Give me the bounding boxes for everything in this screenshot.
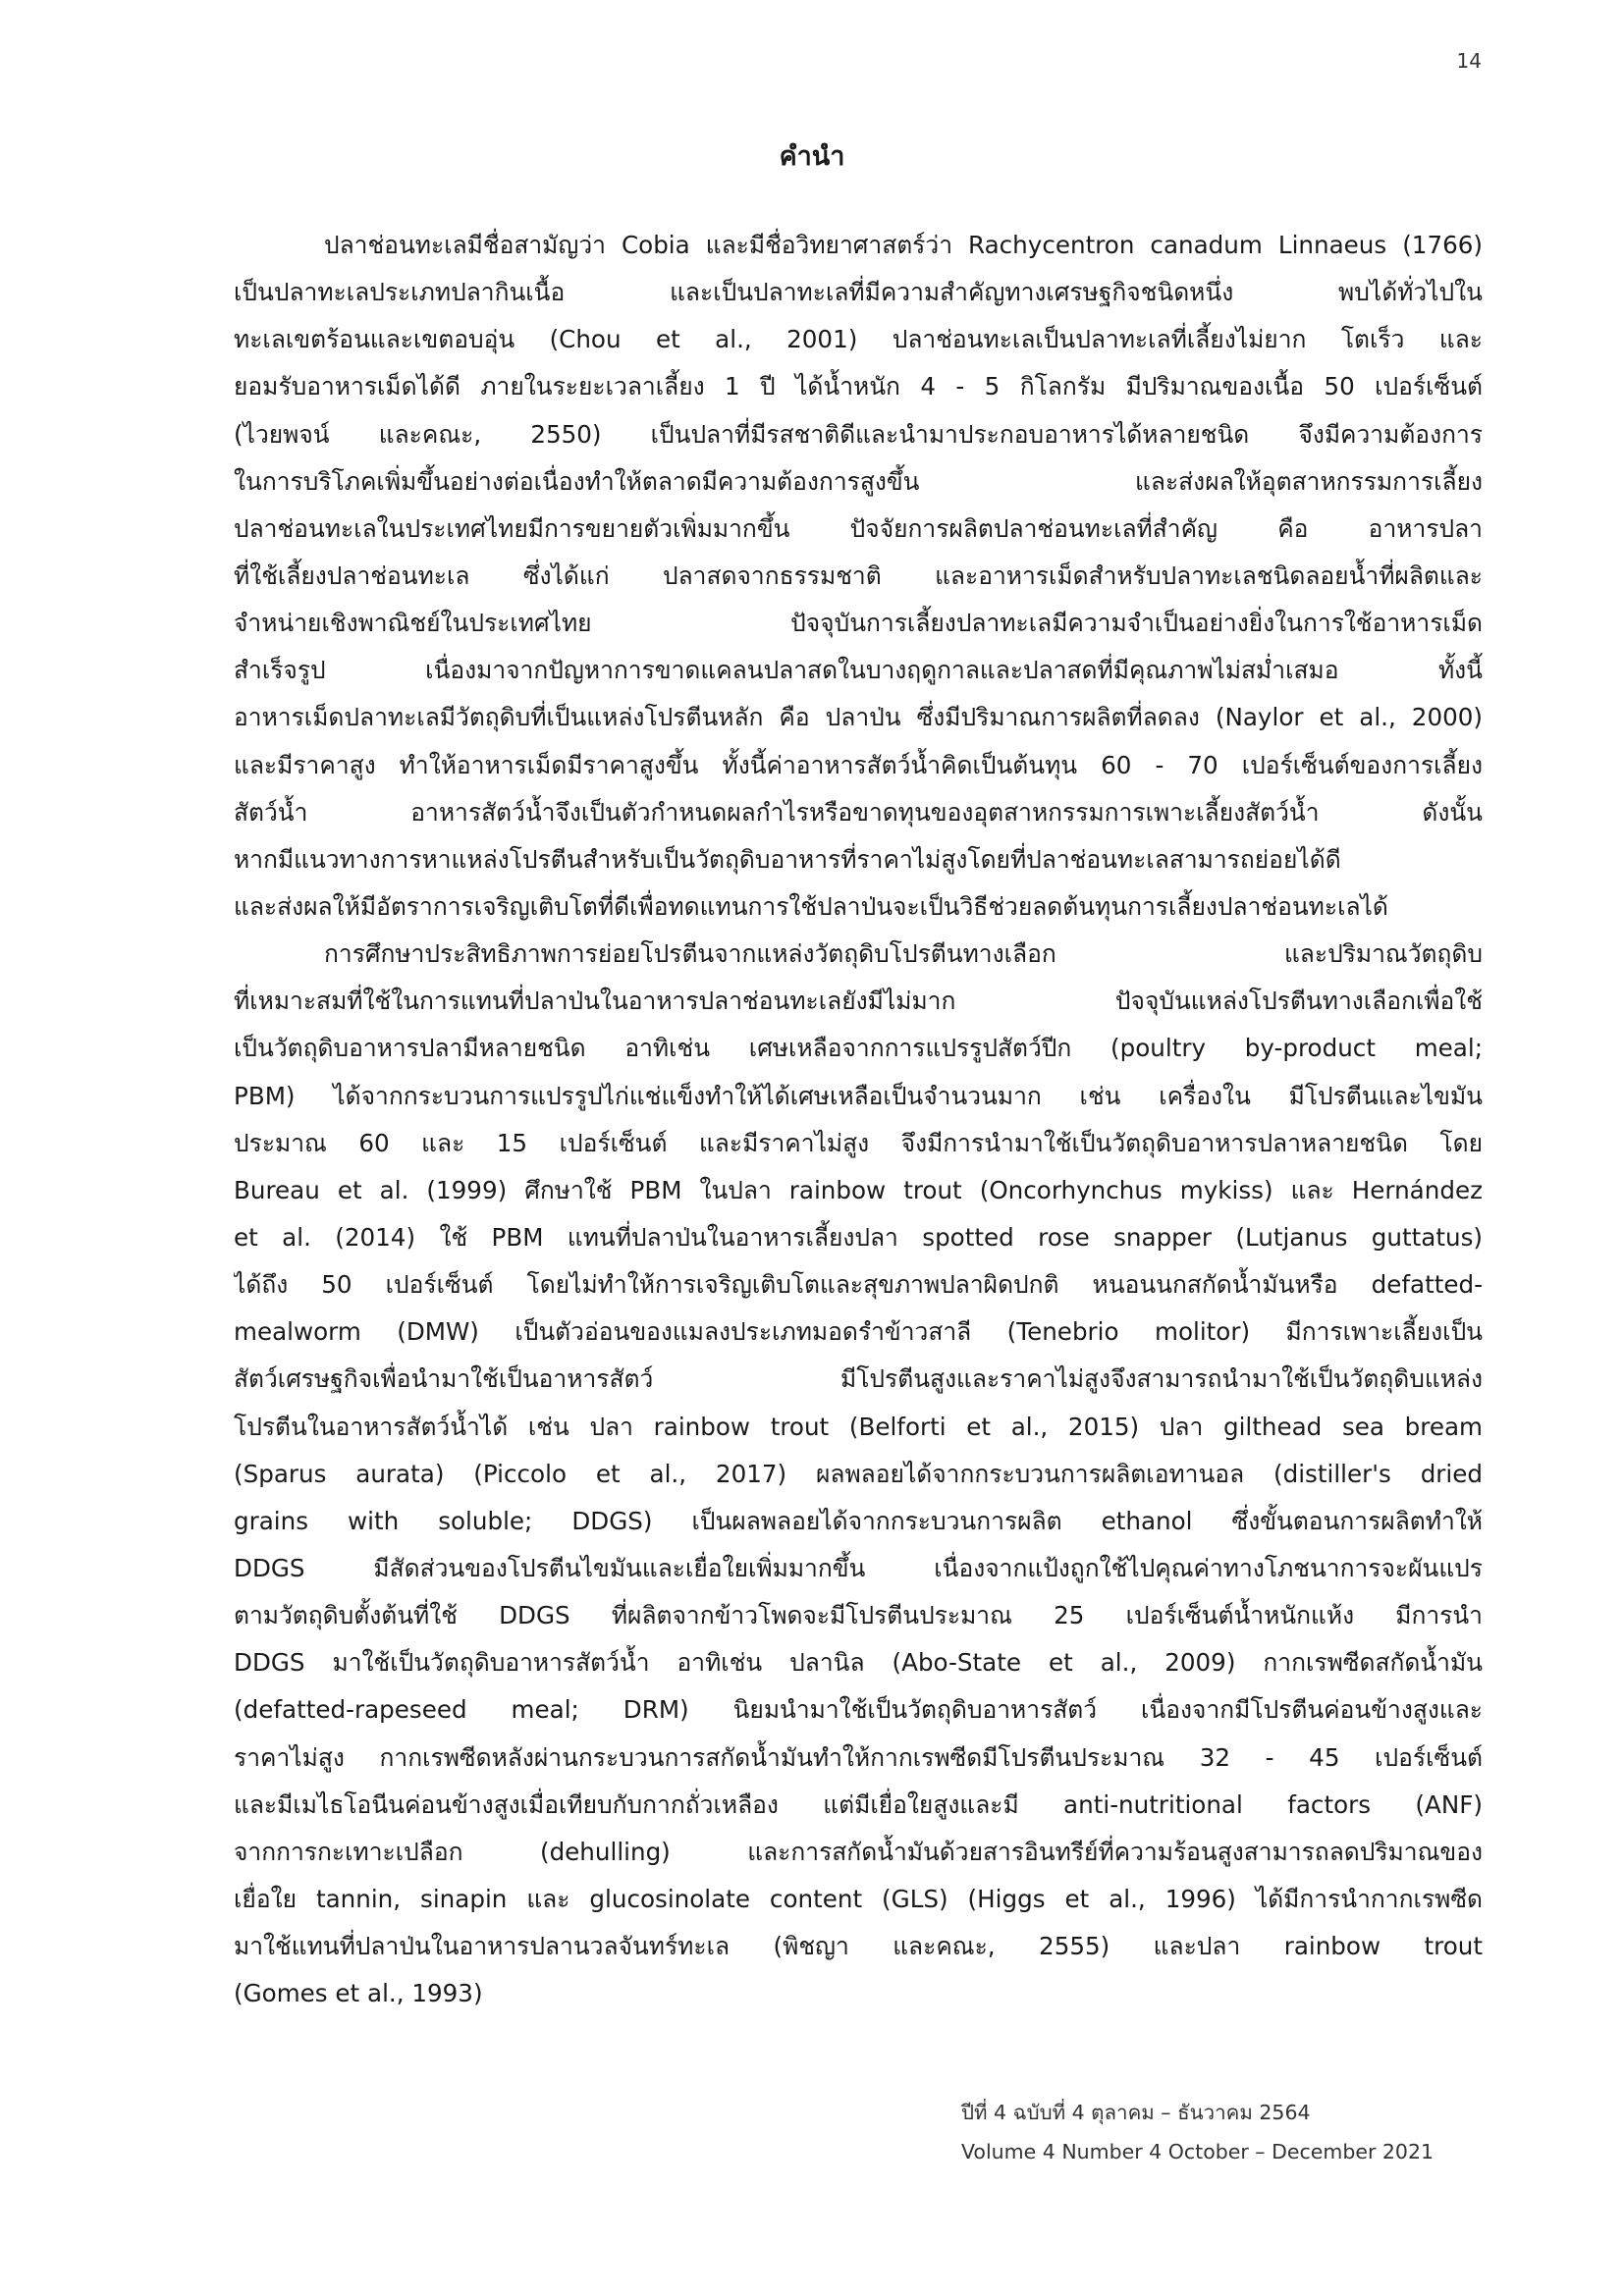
text-line: สัตว์น้ำ อาหารสัตว์น้ำจึงเป็นตัวกำหนดผลกำไรหรือขาดทุนของอุตสาหกรรมการเพาะเลี้ยงสัตว์น้ำ ดังนั้น bbox=[234, 797, 1483, 827]
text-line: Bureau et al. (1999) ศึกษาใช้ PBM ในปลา rainbow trout (Oncorhynchus mykiss) และ Hernández bbox=[234, 1175, 1483, 1204]
footer-issue-thai: ปีที่ 4 ฉบับที่ 4 ตุลาคม – ธันวาคม 2564 bbox=[961, 2101, 1311, 2124]
text-line: การศึกษาประสิทธิภาพการย่อยโปรตีนจากแหล่งวัตถุดิบโปรตีนทางเลือก และปริมาณวัตถุดิบ bbox=[324, 939, 1483, 969]
text-line: et al. (2014) ใช้ PBM แทนที่ปลาป่นในอาหารเลี้ยงปลา spotted rose snapper (Lutjanus guttatus) bbox=[234, 1222, 1483, 1252]
text-line: ในการบริโภคเพิ่มขึ้นอย่างต่อเนื่องทำให้ตลาดมีความต้องการสูงขึ้น และส่งผลให้อุตสาหกรรมการเลี้ยง bbox=[234, 466, 1483, 496]
text-line: สำเร็จรูป เนื่องมาจากปัญหาการขาดแคลนปลาสดในบางฤดูกาลและปลาสดที่มีคุณภาพไม่สม่ำเสมอ ทั้งนี้ bbox=[234, 656, 1483, 685]
text-line: และมีราคาสูง ทำให้อาหารเม็ดมีราคาสูงขึ้น ทั้งนี้ค่าอาหารสัตว์น้ำคิดเป็นต้นทุน 60 - 70 เปอร์เซ็นต์ของการเลี้ยง bbox=[234, 750, 1483, 779]
text-line: DDGS มีสัดส่วนของโปรตีนไขมันและเยื่อใยเพิ่มมากขึ้น เนื่องจากแป้งถูกใช้ไปคุณค่าทางโภชนาการจะผันแปร bbox=[234, 1553, 1483, 1582]
text-line: mealworm (DMW) เป็นตัวอ่อนของแมลงประเภทมอดรำข้าวสาลี (Tenebrio molitor) มีการเพาะเลี้ยงเป็น bbox=[234, 1317, 1483, 1347]
text-line: (defatted-rapeseed meal; DRM) นิยมนำมาใช้เป็นวัตถุดิบอาหารสัตว์ เนื่องจากมีโปรตีนค่อนข้างสูงและ bbox=[234, 1695, 1483, 1725]
journal-footer bbox=[961, 2093, 1434, 2171]
text-line: ประมาณ 60 และ 15 เปอร์เซ็นต์ และมีราคาไม่สูง จึงมีการนำมาใช้เป็นวัตถุดิบอาหารปลาหลายชนิด โดย bbox=[234, 1128, 1483, 1157]
text-line: จำหน่ายเชิงพาณิชย์ในประเทศไทย ปัจจุบันการเลี้ยงปลาทะเลมีความจำเป็นอย่างยิ่งในการใช้อาหารเม็ด bbox=[234, 609, 1483, 638]
text-line: โปรตีนในอาหารสัตว์น้ำได้ เช่น ปลา rainbow trout (Belforti et al., 2015) ปลา gilthead sea bream bbox=[234, 1412, 1483, 1441]
text-line: (Sparus aurata) (Piccolo et al., 2017) ผลพลอยได้จากกระบวนการผลิตเอทานอล (distiller's dried bbox=[234, 1459, 1483, 1488]
text-line: หากมีแนวทางการหาแหล่งโปรตีนสำหรับเป็นวัตถุดิบอาหารที่ราคาไม่สูงโดยที่ปลาช่อนทะเลสามารถย่อยได้ดี bbox=[234, 844, 1341, 874]
text-line: ได้ถึง 50 เปอร์เซ็นต์ โดยไม่ทำให้การเจริญเติบโตและสุขภาพปลาผิดปกติ หนอนนกสกัดน้ำมันหรือ defatted- bbox=[234, 1270, 1483, 1300]
paragraph-2 bbox=[234, 931, 1483, 2017]
text-line: (ไวยพจน์ และคณะ, 2550) เป็นปลาที่มีรสชาติดีและนำมาประกอบอาหารได้หลายชนิด จึงมีความต้องการ bbox=[234, 419, 1483, 449]
text-line: ยอมรับอาหารเม็ดได้ดี ภายในระยะเวลาเลี้ยง 1 ปี ได้น้ำหนัก 4 - 5 กิโลกรัม มีปริมาณของเนื้อ 50 เปอร์เซ็นต์ bbox=[234, 372, 1483, 401]
text-line: เป็นปลาทะเลประเภทปลากินเนื้อ และเป็นปลาทะเลที่มีความสำคัญทางเศรษฐกิจชนิดหนึ่ง พบได้ทั่วไปใน bbox=[234, 278, 1483, 307]
text-line: มาใช้แทนที่ปลาป่นในอาหารปลานวลจันทร์ทะเล (พิชญา และคณะ, 2555) และปลา rainbow trout bbox=[234, 1932, 1483, 1961]
text-line: และส่งผลให้มีอัตราการเจริญเติบโตที่ดีเพื่อทดแทนการใช้ปลาป่นจะเป็นวิธีช่วยลดต้นทุนการเลี้ยงปลาช่อนทะเลได้ bbox=[234, 891, 1388, 921]
text-line: และมีเมไธโอนีนค่อนข้างสูงเมื่อเทียบกับกากถั่วเหลือง แต่มีเยื่อใยสูงและมี anti-nutritional factors (ANF) bbox=[234, 1789, 1483, 1819]
text-line: (Gomes et al., 1993) bbox=[234, 1979, 483, 2008]
text-line: ทะเลเขตร้อนและเขตอบอุ่น (Chou et al., 2001) ปลาช่อนทะเลเป็นปลาทะเลที่เลี้ยงไม่ยาก โตเร็ว และ bbox=[234, 325, 1483, 354]
text-line: เป็นวัตถุดิบอาหารปลามีหลายชนิด อาทิเช่น เศษเหลือจากการแปรรูปสัตว์ปีก (poultry by-product meal; bbox=[234, 1034, 1483, 1063]
body-text bbox=[234, 222, 1483, 2017]
text-line: เยื่อใย tannin, sinapin และ glucosinolate content (GLS) (Higgs et al., 1996) ได้มีการนำกากเรพซีด bbox=[234, 1884, 1483, 1913]
text-line: ที่ใช้เลี้ยงปลาช่อนทะเล ซึ่งได้แก่ ปลาสดจากธรรมชาติ และอาหารเม็ดสำหรับปลาทะเลชนิดลอยน้ำที่ผลิตและ bbox=[234, 561, 1483, 590]
text-line: ปลาช่อนทะเลมีชื่อสามัญว่า Cobia และมีชื่อวิทยาศาสตร์ว่า Rachycentron canadum Linnaeus (1766) bbox=[324, 231, 1483, 259]
text-line: ปลาช่อนทะเลในประเทศไทยมีการขยายตัวเพิ่มมากขึ้น ปัจจัยการผลิตปลาช่อนทะเลที่สำคัญ คือ อาหารปลา bbox=[234, 513, 1483, 543]
text-line: จากการกะเทาะเปลือก (dehulling) และการสกัดน้ำมันด้วยสารอินทรีย์ที่ความร้อนสูงสามารถลดปริมาณของ bbox=[234, 1837, 1483, 1866]
text-line: ราคาไม่สูง กากเรพซีดหลังผ่านกระบวนการสกัดน้ำมันทำให้กากเรพซีดมีโปรตีนประมาณ 32 - 45 เปอร์เซ็นต์ bbox=[234, 1742, 1483, 1772]
page-number: 14 bbox=[1456, 49, 1482, 73]
footer-issue-english: Volume 4 Number 4 October – December 2021 bbox=[961, 2140, 1435, 2163]
text-line: สัตว์เศรษฐกิจเพื่อนำมาใช้เป็นอาหารสัตว์ มีโปรตีนสูงและราคาไม่สูงจึงสามารถนำมาใช้เป็นวัตถุดิบแหล่ง bbox=[234, 1364, 1483, 1394]
text-line: PBM) ได้จากกระบวนการแปรรูปไก่แช่แข็งทำให้ได้เศษเหลือเป็นจำนวนมาก เช่น เครื่องใน มีโปรตีนและไขมัน bbox=[234, 1081, 1483, 1110]
text-line: DDGS มาใช้เป็นวัตถุดิบอาหารสัตว์น้ำ อาทิเช่น ปลานิล (Abo-State et al., 2009) กากเรพซีดสกัดน้ำมัน bbox=[234, 1648, 1483, 1678]
paragraph-1 bbox=[234, 222, 1483, 931]
text-line: อาหารเม็ดปลาทะเลมีวัตถุดิบที่เป็นแหล่งโปรตีนหลัก คือ ปลาป่น ซึ่งมีปริมาณการผลิตที่ลดลง (Naylor et al., 2000) bbox=[234, 703, 1483, 732]
text-line: grains with soluble; DDGS) เป็นผลพลอยได้จากกระบวนการผลิต ethanol ซึ่งขั้นตอนการผลิตทำให้ bbox=[234, 1506, 1483, 1535]
text-line: ที่เหมาะสมที่ใช้ในการแทนที่ปลาป่นในอาหารปลาช่อนทะเลยังมีไม่มาก ปัจจุบันแหล่งโปรตีนทางเลือกเพื่อใช้ bbox=[234, 987, 1483, 1016]
text-line: ตามวัตถุดิบตั้งต้นที่ใช้ DDGS ที่ผลิตจากข้าวโพดจะมีโปรตีนประมาณ 25 เปอร์เซ็นต์น้ำหนักแห้ง มีการนำ bbox=[234, 1601, 1483, 1630]
section-title: คำนำ bbox=[779, 141, 845, 172]
